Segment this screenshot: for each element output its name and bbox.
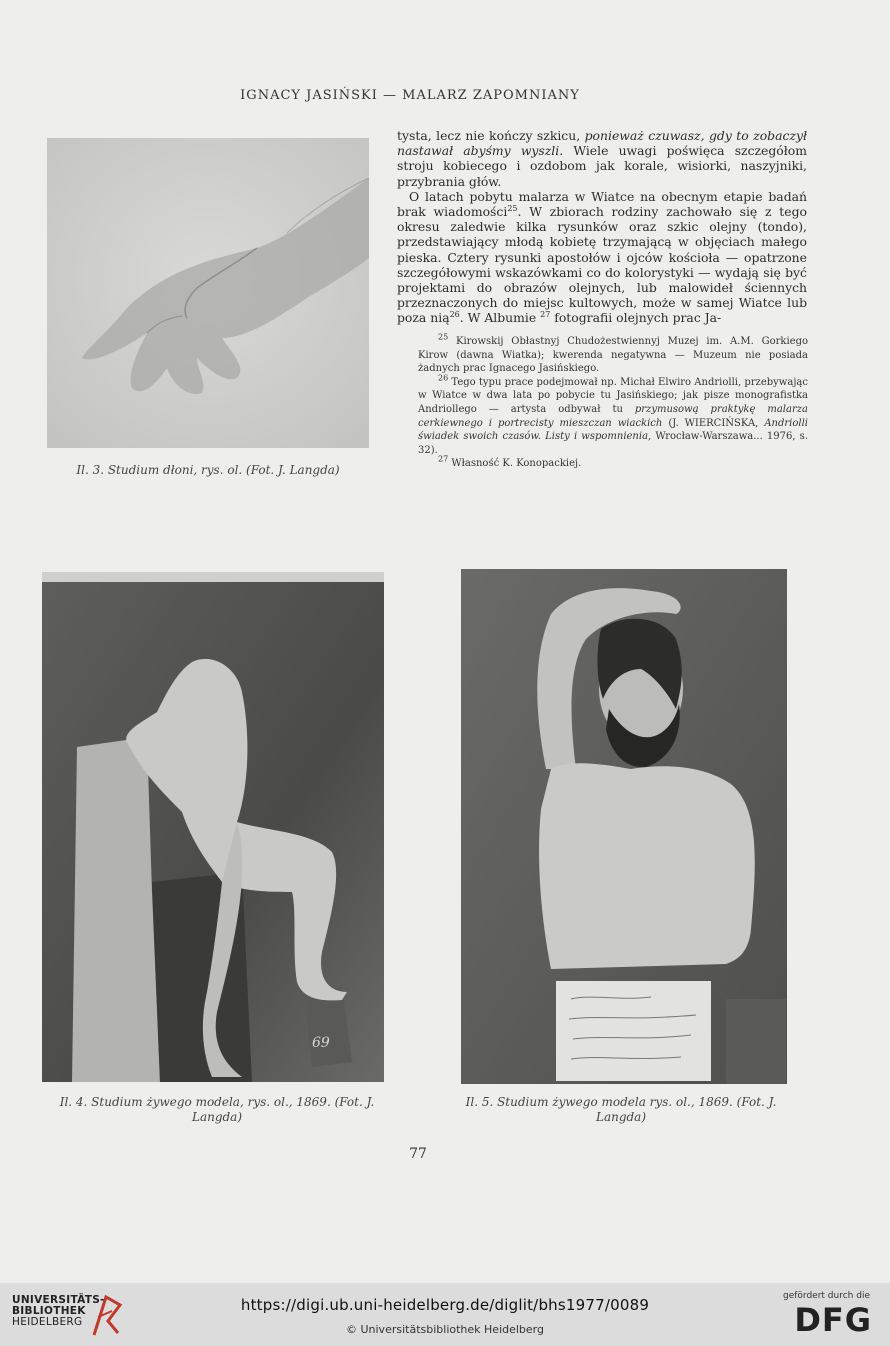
- illustration-3-hand-study: [47, 138, 369, 448]
- footnote-text: Wrocław-Warszawa... 1976, s. 32).: [418, 431, 808, 456]
- logo-line-3: HEIDELBERG: [12, 1316, 83, 1328]
- footnote-25: [418, 332, 808, 376]
- footnote-number: 26: [438, 373, 449, 383]
- footnote-ref-26: 26: [449, 310, 460, 320]
- paragraph-1-lead: tysta, lecz nie kończy szkicu,: [397, 128, 585, 143]
- university-emblem-icon: [90, 1291, 124, 1339]
- footnote-text: Tego typu prace podejmował np. Michał Elwiro Andriolli, przebywając w Wiatce w dwa lata po pobycie tu Jasińskiego; jak pisze monografistka Andriollego — artysta odbywał tu: [418, 376, 808, 415]
- footnote-27: [418, 457, 808, 471]
- paragraph-2-part-b: . W zbiorach rodziny zachowało się z tego okresu zaledwie kilka rysunków oraz szkic olejny (tondo), przedstawiający młodą kobietę trzymającą w objęciach małego pieska. Cztery rysunki apostołów i ojców kościoła — opatrzone szczegółowymi wskazówkami co do kolorystyki — wydają się być projektami do obrazów olejnych, lub malowideł ściennych przeznaczonych do miejsc kultowych, może w samej Wiatce lub poza nią: [397, 204, 807, 326]
- sheet-date-mark: 69: [312, 1035, 330, 1051]
- running-head: IGNACY JASIŃSKI — MALARZ ZAPOMNIANY: [240, 88, 580, 103]
- footnote-quote: przymusową praktykę malarza cerkiewnego i portrecisty mieszczan wiackich: [418, 403, 808, 429]
- footnote-26: [418, 373, 808, 458]
- footnote-number: 25: [438, 332, 449, 342]
- illustration-5-standing-model: [461, 569, 787, 1084]
- caption-il5: Il. 5. Studium żywego modela rys. ol., 1869. (Fot. J. Langda): [465, 1095, 777, 1124]
- paragraph-2-part-c: . W Albumie: [459, 310, 541, 326]
- viewer-footer: [0, 1283, 890, 1346]
- logo-line-1: UNIVERSITÄTS-: [12, 1294, 105, 1306]
- caption-il4: Il. 4. Studium żywego modela, rys. ol., 1869. (Fot. J. Langda): [59, 1095, 375, 1124]
- paragraph-1-rest: Wiele uwagi poświęca szczegółom stroju kobiecego i ozdobom jak korale, wisiorki, naszyjniki, przybrania głów.: [397, 143, 807, 189]
- page-number: 77: [409, 1146, 427, 1162]
- footnote-book-title: Andriolli świadek swoich czasów. Listy i wspomnienia,: [418, 417, 808, 443]
- footnote-text: Kirowskij Obłastnyj Chudożestwiennyj Muzej im. A.M. Gorkiego Kirow (dawna Wiatka); kwerenda negatywna — Muzeum nie posiada żadnych prac Ignacego Jasińskiego.: [418, 336, 808, 375]
- caption-il3: Il. 3. Studium dłoni, rys. ol. (Fot. J. Langda): [76, 463, 340, 477]
- footnote-text: (J. WIERCIŃSKA,: [662, 417, 765, 429]
- logo-line-2: BIBLIOTHEK: [12, 1305, 86, 1317]
- dfg-logo[interactable]: DFG: [794, 1301, 872, 1339]
- body-text: [397, 128, 807, 326]
- illustration-4-seated-model: [42, 572, 384, 1082]
- paragraph-2-part-d: fotografii olejnych prac Ja-: [550, 310, 722, 326]
- copyright-notice: © Universitätsbibliothek Heidelberg: [345, 1323, 544, 1336]
- funding-note: gefördert durch die: [783, 1291, 870, 1301]
- permalink-url[interactable]: https://digi.ub.uni-heidelberg.de/diglit/bhs1977/0089: [240, 1296, 650, 1314]
- footnote-ref-27: 27: [540, 310, 551, 320]
- paragraph-2-part-a: O latach pobytu malarza w Wiatce na obecnym etapie badań brak wiadomości: [397, 188, 807, 220]
- footnotes: [418, 332, 808, 471]
- paragraph-1-quote: ponieważ czuwasz, gdy to zobaczył nastawał abyśmy wyszli.: [397, 128, 807, 159]
- footnote-text: Własność K. Konopackiej.: [451, 458, 582, 470]
- footnote-ref-25: 25: [507, 203, 518, 213]
- footnote-number: 27: [438, 455, 449, 465]
